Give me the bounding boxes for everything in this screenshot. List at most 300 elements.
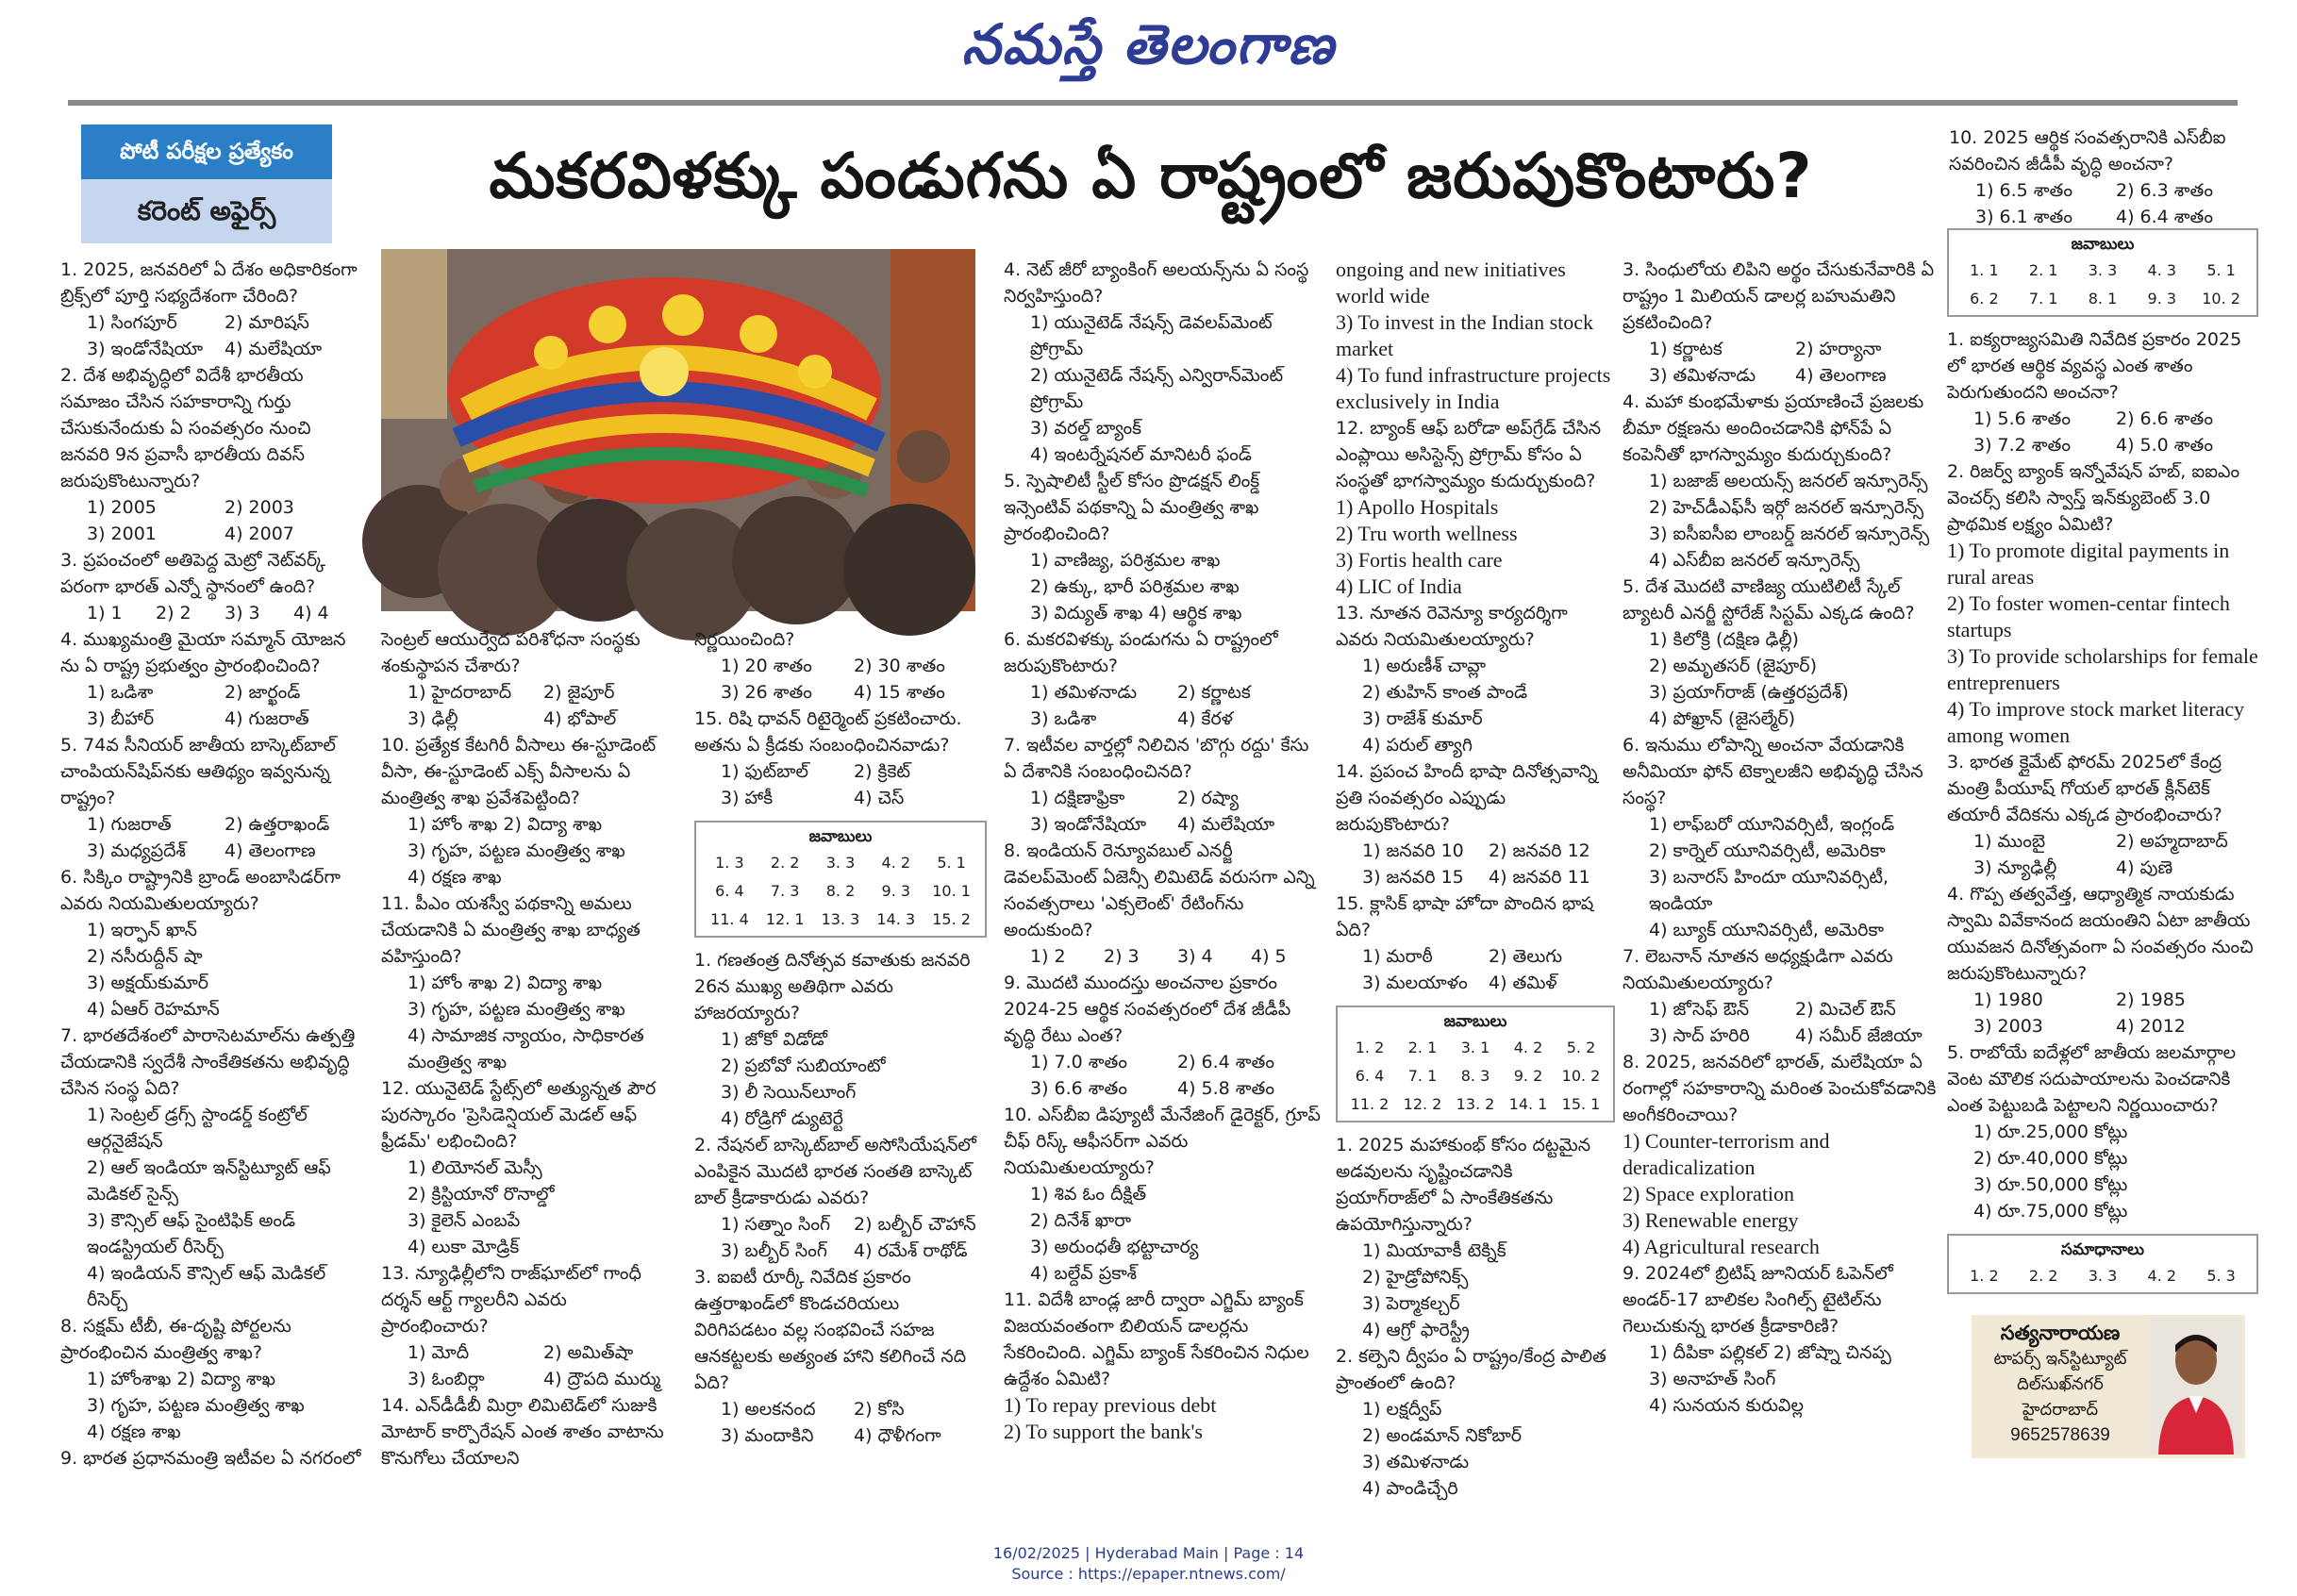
text-col2-2-opts1-1: 3) గృహ, పట్టణ మంత్రిత్వ శాఖ bbox=[408, 999, 625, 1020]
text-col6-4-opts-2: 3) సాద్ హరిరి bbox=[1649, 1025, 1750, 1046]
text-answers4-items-3: 4. 2 bbox=[2147, 1267, 2177, 1285]
question-d1 bbox=[1947, 326, 2258, 458]
text-col7-2-opts-3: 4) పుణె bbox=[2116, 857, 2173, 878]
text-col5-1-en-2: 3) Fortis health care bbox=[1336, 548, 1503, 572]
text-col8-0-opts-3: 4) 6.4 శాతం bbox=[2116, 207, 2213, 227]
text-col1-0-q: 1. 2025, జనవరిలో ఏ దేశం అధికారికంగా బ్రిక్స్‌లో పూర్తి సభ్యదేశంగా చేరింది? bbox=[60, 259, 358, 307]
question-d5 bbox=[1947, 1039, 2258, 1224]
text-col7-0-opts-1: 2) 6.6 శాతం bbox=[2116, 408, 2213, 429]
text-col1-0-opts-0: 1) సింగపూర్ bbox=[87, 312, 177, 333]
text-answers4-items-1: 2. 2 bbox=[2028, 1267, 2058, 1285]
text-answers3-items-8: 9. 3 bbox=[2147, 290, 2177, 308]
text-col5b-0-opts1-3: 4) ఆగ్రో ఫారెస్ట్రీ bbox=[1362, 1320, 1470, 1340]
text-col3-1-opts-2: 3) హాకీ bbox=[721, 788, 774, 808]
text-answers2-items-4: 5. 2 bbox=[1566, 1039, 1596, 1056]
text-col1-7-opts1-2: 4) రక్షణ శాఖ bbox=[87, 1421, 181, 1442]
text-col5b-0-opts1-0: 1) మియావాకీ టెక్నిక్ bbox=[1362, 1240, 1506, 1261]
text-col1-5-opts1-1: 2) నసీరుద్దీన్ షా bbox=[87, 946, 203, 967]
footer bbox=[0, 1543, 2297, 1585]
text-col3b-2-opts-1: 2) కోసి bbox=[854, 1399, 905, 1420]
text-col3b-0-opts1-3: 4) రోడ్రిగో డ్యుటెర్టే bbox=[721, 1108, 843, 1129]
footer-edition: 16/02/2025 | Hyderabad Main | Page : 14 bbox=[992, 1544, 1305, 1562]
text-col2-5-q: 14. ఎన్‌డీడీబీ మిర్రా లిమిటెడ్‌లో సుజుకి మోటార్ కార్పొరేషన్ ఎంత శాతం వాటాను కొనుగోలు చేయాలని bbox=[381, 1395, 664, 1469]
text-answers3-items-7: 8. 1 bbox=[2088, 290, 2118, 308]
text-col1-3-opts-0: 1) ఒడిశా bbox=[87, 682, 154, 703]
text-answers2-items-14: 15. 1 bbox=[1561, 1095, 1601, 1113]
text-col7-2-opts-2: 3) న్యూఢిల్లీ bbox=[1973, 857, 2057, 878]
text-col4-3-opts-3: 4) మలేషియా bbox=[1177, 814, 1275, 835]
text-col7-4-opts1-0: 1) రూ.25,000 కోట్లు bbox=[1973, 1122, 2128, 1142]
text-answers1-items-9: 10. 1 bbox=[932, 882, 971, 900]
text-col4-1-opts1-2: 3) విద్యుత్ శాఖ 4) ఆర్థిక శాఖ bbox=[1030, 603, 1242, 623]
text-col5b-0-opts1-2: 3) పెర్మాకల్చర్ bbox=[1362, 1293, 1460, 1314]
text-col1-5-opts1-0: 1) ఇర్ఫాన్ ఖాన్ bbox=[87, 920, 198, 940]
text-col7-1-en-3: 4) To improve stock market literacy among women bbox=[1947, 697, 2245, 747]
text-answers3-items-6: 7. 1 bbox=[2028, 290, 2058, 308]
masthead bbox=[0, 6, 2297, 83]
text-col7-2-q: 3. భారత క్లైమేట్ ఫోరమ్ 2025లో కేంద్ర మంత్రి పీయూష్ గోయల్ భారత్ క్లీన్‌టెక్ తయారీ వేదికను ఎక్కడ ప్రారంభించారు? bbox=[1947, 752, 2222, 825]
text-col5-4-opts-1: 2) తెలుగు bbox=[1489, 946, 1563, 967]
photo-illustration bbox=[381, 249, 975, 611]
text-answers3-items-5: 6. 2 bbox=[1970, 290, 1999, 308]
text-col1-1-opts-1: 2) 2003 bbox=[225, 497, 294, 518]
text-answers2-items-1: 2. 1 bbox=[1407, 1039, 1438, 1056]
author-area: దిల్‌సుఖ్‌నగర్ bbox=[2017, 1374, 2104, 1394]
text-col3b-1-opts-1: 2) బల్బీర్ చౌహాన్ bbox=[854, 1214, 976, 1235]
text-col2-3-opts1-1: 2) క్రిస్టియానో రొనాల్డో bbox=[408, 1184, 555, 1205]
section-label bbox=[81, 125, 332, 243]
text-col1-7-q: 8. సక్షమ్ టీబీ, ఈ-దృష్టి పోర్టలను ప్రారంభించిన మంత్రిత్వ శాఖ? bbox=[60, 1316, 291, 1363]
quiz-column-7 bbox=[1947, 235, 2258, 1453]
question-c8 bbox=[1623, 1049, 1941, 1260]
text-col6-5-en-1: 2) Space exploration bbox=[1623, 1182, 1795, 1205]
text-col5-2-opts1-3: 4) పరుల్ త్యాగి bbox=[1362, 735, 1473, 756]
text-col1-0-opts-2: 3) ఇండోనేషియా bbox=[87, 339, 204, 359]
text-col4-4-opts4-2: 3) 4 bbox=[1177, 946, 1213, 967]
text-col4-7-en-0: 1) To repay previous debt bbox=[1004, 1393, 1217, 1417]
text-col6-1-opts1-2: 3) ఐసీఐసీఐ లాంబర్డ్ జనరల్ ఇన్సూరెన్స్ bbox=[1649, 524, 1930, 544]
text-col5-1-en-0: 1) Apollo Hospitals bbox=[1336, 495, 1499, 519]
text-col6-0-q: 3. సింధులోయ లిపిని అర్థం చేసుకునేవారికి ఏ రాష్ట్రం 1 మిలియన్ డాలర్ల బహుమతిని ప్రకటించింది? bbox=[1623, 259, 1935, 333]
text-col3b-1-opts-2: 3) బల్బీర్ సింగ్ bbox=[721, 1240, 827, 1261]
text-col5b-1-opts1-0: 1) లక్షద్వీప్ bbox=[1362, 1399, 1442, 1420]
text-answers3-items-0: 1. 1 bbox=[1970, 261, 1999, 279]
text-col4-6-opts1-1: 2) దినేశ్ ఖారా bbox=[1030, 1210, 1132, 1231]
text-answers2-items-5: 6. 4 bbox=[1355, 1067, 1385, 1085]
text-col5b-1-opts1-1: 2) అండమాన్ నికోబార్ bbox=[1362, 1425, 1522, 1446]
text-answers1-items-10: 11. 4 bbox=[710, 910, 749, 928]
text-col5-3-opts-0: 1) జనవరి 10 bbox=[1362, 840, 1464, 861]
text-col4-0-opts1-1: 2) యునైటెడ్ నేషన్స్ ఎన్విరాన్‌మెంట్ ప్రోగ్రామ్ bbox=[1030, 365, 1284, 412]
answer-key-1 bbox=[694, 821, 987, 938]
author-phone: 9652578639 bbox=[2010, 1425, 2110, 1445]
section-label-bottom: కరెంట్ అఫైర్స్ bbox=[81, 179, 332, 243]
quiz-column-2 bbox=[381, 626, 679, 1469]
text-col2-0-opts-1: 2) జైపూర్ bbox=[543, 682, 615, 703]
text-answers1-items-4: 5. 1 bbox=[937, 854, 966, 872]
question-b14 bbox=[1336, 758, 1615, 890]
text-col6-3-opts1-3: 4) బ్యూక్ యూనివర్సిటీ, అమెరికా bbox=[1649, 920, 1884, 940]
text-col5-1-en-1: 2) Tru worth wellness bbox=[1336, 522, 1518, 545]
text-col1-2-opts4-3: 4) 4 bbox=[293, 603, 329, 623]
text-col4-6-q: 10. ఎస్‌బీఐ డిప్యూటీ మేనేజింగ్ డైరెక్టర్, గ్రూప్ చీఫ్ రిస్క్ ఆఫీసర్‌గా ఎవరు నియమితులయ్యారు? bbox=[1004, 1105, 1321, 1178]
text-answers2-items-13: 14. 1 bbox=[1508, 1095, 1548, 1113]
text-col6-1-q: 4. మహా కుంభమేళాకు ప్రయాణించే ప్రజలకు బీమా రక్షణను అందించడానికి ఫోన్‌పే ఏ కంపెనీతో భాగస్వామ్యం కుదుర్చుకుంది? bbox=[1623, 391, 1924, 465]
text-answers1-items-11: 12. 1 bbox=[765, 910, 805, 928]
text-col3b-2-opts-0: 1) అలకనంద bbox=[721, 1399, 816, 1420]
text-col7-3-opts-1: 2) 1985 bbox=[2116, 989, 2186, 1010]
answer-key-4 bbox=[1947, 1234, 2258, 1294]
text-answers1-items-13: 14. 3 bbox=[876, 910, 916, 928]
question-12 bbox=[381, 1075, 679, 1260]
question-c5 bbox=[1623, 574, 1941, 732]
text-answers1-items-6: 7. 3 bbox=[770, 882, 800, 900]
text-col1-6-q: 7. భారతదేశంలో పారాసెటమాల్‌ను ఉత్పత్తి చేయడానికి స్వదేశీ సాంకేతికతను అభివృద్ధి చేసిన సంస్థ ఏది? bbox=[60, 1025, 356, 1099]
text-col5-3-q: 14. ప్రపంచ హిందీ భాషా దినోత్సవాన్ని ప్రతి సంవత్సరం ఎప్పుడు జరుపుకొంటారు? bbox=[1336, 761, 1598, 835]
text-col6-1-opts1-1: 2) హెచ్‌డీఎఫ్‌సీ ఇర్గో జనరల్ ఇన్సూరెన్స్ bbox=[1649, 497, 1924, 518]
text-col3b-0-q: 1. గణతంత్ర దినోత్సవ కవాతుకు జనవరి 26న ముఖ్య అతిథిగా ఎవరు హాజరయ్యారు? bbox=[694, 950, 971, 1023]
text-answers4-items-2: 3. 3 bbox=[2088, 1267, 2118, 1285]
text-col5-4-opts-3: 4) తమిళ్ bbox=[1489, 973, 1557, 993]
text-col4-3-opts-2: 3) ఇండోనేషియా bbox=[1030, 814, 1147, 835]
text-col6-3-opts1-0: 1) లాఫ్‌బరో యూనివర్సిటీ, ఇంగ్లండ్ bbox=[1649, 814, 1895, 835]
text-col4-7-q: 11. విదేశీ బాండ్ల జారీ ద్వారా ఎగ్జిమ్ బ్యాంక్ విజయవంతంగా బిలియన్ డాలర్లను సేకరించింది. ఎగ్జిమ్ బ్యాంక్ సేకరించిన నిధుల ఉద్దేశం ఏమిటి? bbox=[1004, 1289, 1309, 1389]
text-col6-4-q: 7. లెబనాన్ నూతన అధ్యక్షుడిగా ఎవరు నియమితులయ్యారు? bbox=[1623, 946, 1893, 993]
author-portrait bbox=[2151, 1319, 2241, 1455]
text-col6-3-q: 6. ఇనుము లోపాన్ని అంచనా వేయడానికి అనీమియా ఫోన్ టెక్నాలజీని అభివృద్ధి చేసిన సంస్థ? bbox=[1623, 735, 1923, 808]
text-answers1-items-7: 8. 2 bbox=[825, 882, 856, 900]
text-col3b-0-opts1-1: 2) ప్రబోవో సుబియాంటో bbox=[721, 1056, 886, 1076]
text-col6-4-opts-1: 2) మిచెల్ ఔన్ bbox=[1795, 999, 1896, 1020]
text-col1-3-opts-1: 2) జార్ఖండ్ bbox=[225, 682, 301, 703]
question-5 bbox=[60, 732, 362, 864]
question-b5 bbox=[1004, 468, 1324, 626]
text-answers2-items-9: 10. 2 bbox=[1561, 1067, 1601, 1085]
text-col7-3-opts-2: 3) 2003 bbox=[1973, 1016, 2043, 1037]
text-col3b-0-opts1-0: 1) జోకో విడోడో bbox=[721, 1029, 828, 1050]
text-answers4-items-4: 5. 3 bbox=[2206, 1267, 2236, 1285]
author-name: సత్యనారాయణ bbox=[2000, 1322, 2121, 1344]
text-col5b-0-opts1-1: 2) హైడ్రోపోనిక్స్ bbox=[1362, 1267, 1469, 1288]
text-col2-3-q: 12. యునైటెడ్ స్టేట్స్‌లో అత్యున్నత పౌర పురస్కారం 'ప్రెసిడెన్షియల్ మెడల్ ఆఫ్ ఫ్రీడమ్' లభించింది? bbox=[381, 1078, 657, 1152]
question-14 bbox=[381, 1392, 679, 1471]
text-col3-1-opts-3: 4) చెస్ bbox=[854, 788, 905, 808]
question-c4 bbox=[1623, 389, 1941, 574]
text-col8-0-q: 10. 2025 ఆర్థిక సంవత్సరానికి ఎస్‌బీఐ సవరించిన జీడీపీ వృద్ధి అంచనా? bbox=[1949, 127, 2226, 175]
text-col2-4-opts-0: 1) మోదీ bbox=[408, 1342, 470, 1363]
text-answers2-items-12: 13. 2 bbox=[1456, 1095, 1495, 1113]
question-b11 bbox=[1004, 1287, 1324, 1445]
text-answers2-items-7: 8. 3 bbox=[1460, 1067, 1490, 1085]
text-col7-1-en-2: 3) To provide scholarships for female entreprenuers bbox=[1947, 644, 2258, 694]
text-col7-4-opts1-1: 2) రూ.40,000 కోట్లు bbox=[1973, 1148, 2128, 1169]
text-col3-0-opts-2: 3) 26 శాతం bbox=[721, 682, 812, 703]
text-answers1-items-14: 15. 2 bbox=[932, 910, 971, 928]
text-col7-0-opts-0: 1) 5.6 శాతం bbox=[1973, 408, 2071, 429]
text-answers2-items-6: 7. 1 bbox=[1407, 1067, 1438, 1085]
quiz-column-top-right bbox=[1949, 125, 2256, 238]
text-col4-6-opts1-0: 1) శివ ఓం దీక్షిత్ bbox=[1030, 1184, 1147, 1205]
text-answers2-items-0: 1. 2 bbox=[1355, 1039, 1385, 1056]
text-col2-0-opts-0: 1) హైదరాబాద్ bbox=[408, 682, 512, 703]
text-col4-5-opts-1: 2) 6.4 శాతం bbox=[1177, 1052, 1274, 1072]
text-col1-1-opts-3: 4) 2007 bbox=[225, 524, 294, 544]
text-col7-3-q: 4. గొప్ప తత్వవేత్త, ఆధ్యాత్మిక నాయకుడు స్వామి వివేకానంద జయంతిని ఏటా జాతీయ యువజన దినోత్సవంగా ఏ సంవత్సరం నుంచి జరుపుకొంటున్నారు? bbox=[1947, 884, 2254, 984]
question-c6 bbox=[1623, 732, 1941, 943]
question-b7 bbox=[1004, 732, 1324, 838]
text-col4-3-opts-1: 2) రష్యా bbox=[1177, 788, 1240, 808]
festival-procession-photo bbox=[381, 249, 975, 611]
question-d3 bbox=[1947, 749, 2258, 881]
text-col7-4-opts1-3: 4) రూ.75,000 కోట్లు bbox=[1973, 1201, 2128, 1222]
text-col3b-2-opts-2: 3) మందాకిని bbox=[721, 1425, 814, 1446]
text-col4-0-opts1-3: 4) ఇంటర్నేషనల్ మానిటరీ ఫండ్ bbox=[1030, 444, 1252, 465]
text-answers2-items-2: 3. 1 bbox=[1460, 1039, 1490, 1056]
answer-key-3 bbox=[1947, 228, 2258, 317]
text-col1-0-opts-1: 2) మారిషస్ bbox=[225, 312, 309, 333]
text-col6-5-q: 8. 2025, జనవరిలో భారత్, మలేషియా ఏ రంగాల్లో సహకారాన్ని మరింత పెంచుకోవడానికి అంగీకరించాయి? bbox=[1623, 1052, 1937, 1125]
text-col2-2-q: 11. పీఎం యశస్వీ పథకాన్ని అమలు చేయడానికి ఏ మంత్రిత్వ శాఖ బాధ్యత వహిస్తుంది? bbox=[381, 893, 641, 967]
text-answers4-title: సమాధానాలు bbox=[2060, 1240, 2145, 1259]
text-col1-5-opts1-3: 4) ఏఆర్ రెహమాన్ bbox=[87, 999, 220, 1020]
text-col3b-1-opts-0: 1) సత్నాం సింగ్ bbox=[721, 1214, 831, 1235]
text-col1-1-opts-0: 1) 2005 bbox=[87, 497, 157, 518]
text-col1-4-q: 5. 74వ సీనియర్ జాతీయ బాస్కెట్‌బాల్ చాంపియన్‌షిప్‌నకు ఆతిథ్యం ఇవ్వనున్న రాష్ట్రం? bbox=[60, 735, 336, 808]
text-col3b-0-opts1-2: 3) లీ సెయిన్‌లూంగ్ bbox=[721, 1082, 857, 1103]
question-b3 bbox=[694, 1264, 987, 1449]
section-label-top: పోటీ పరీక్షల ప్రత్యేకం bbox=[81, 125, 332, 179]
text-col6-6-opts1-1: 3) అనాహత్ సింగ్ bbox=[1649, 1369, 1776, 1389]
text-col2-1-q: 10. ప్రత్యేక కేటగిరీ వీసాలు ఈ-స్టూడెంట్ వీసా, ఈ-స్టూడెంట్ ఎక్స్ వీసాలను ఏ మంత్రిత్వ శాఖ ప్రవేశపెట్టింది? bbox=[381, 735, 657, 808]
headline: మకరవిళక్కు పండుగను ఏ రాష్ట్రంలో జరుపుకొంటారు? bbox=[489, 140, 1813, 212]
text-col1-5-q: 6. సిక్కిం రాష్ట్రానికి బ్రాండ్ అంబాసిడర్‌గా ఎవరు నియమితులయ్యారు? bbox=[60, 867, 341, 914]
text-col3-0-opts-1: 2) 30 శాతం bbox=[854, 656, 945, 676]
text-col5-4-opts-2: 3) మలయాళం bbox=[1362, 973, 1468, 993]
text-col6-1-opts1-0: 1) బజాజ్ అలయన్స్ జనరల్ ఇన్సూరెన్స్ bbox=[1649, 471, 1928, 491]
text-col1-3-q: 4. ముఖ్యమంత్రి మైయా సమ్మాన్ యోజన ను ఏ రాష్ట్ర ప్రభుత్వం ప్రారంభించింది? bbox=[60, 629, 346, 676]
text-col3b-1-q: 2. నేషనల్ బాస్కెట్‌బాల్ అసోసియేషన్‌లో ఎంపికైన మొదటి భారత సంతతి బాస్కెట్ బాల్ క్రీడాకారుడు ఎవరు? bbox=[694, 1135, 976, 1208]
text-answers3-title: జవాబులు bbox=[2071, 235, 2135, 254]
quiz-column-6 bbox=[1623, 257, 1941, 1453]
text-col7-1-en-1: 2) To foster women-centar fintech startups bbox=[1947, 591, 2230, 641]
text-col4-2-opts-3: 4) కేరళ bbox=[1177, 708, 1233, 729]
text-col5-3-opts-3: 4) జనవరి 11 bbox=[1489, 867, 1590, 888]
text-answers3-items-1: 2. 1 bbox=[2028, 261, 2058, 279]
quiz-column-3 bbox=[694, 626, 987, 1453]
text-col4-1-q: 5. స్పెషాలిటీ స్టీల్ కోసం ప్రొడక్షన్ లింక్డ్ ఇన్సెంటివ్ పథకాన్ని ఏ మంత్రిత్వ శాఖ ప్రారంభించింది? bbox=[1004, 471, 1260, 544]
quiz-column-1 bbox=[60, 257, 362, 1469]
text-col1-6-opts1-2: 3) కౌన్సిల్ ఆఫ్ సైంటిఫిక్ అండ్ ఇండస్ట్రియల్ రీసెర్చ్ bbox=[87, 1210, 296, 1257]
text-col1-1-opts-2: 3) 2001 bbox=[87, 524, 157, 544]
text-col7-4-opts1-2: 3) రూ.50,000 కోట్లు bbox=[1973, 1174, 2128, 1195]
text-col5-2-opts1-2: 3) రాజేశ్ కుమార్ bbox=[1362, 708, 1483, 729]
question-b12 bbox=[1336, 415, 1615, 600]
text-answers3-items-2: 3. 3 bbox=[2088, 261, 2118, 279]
question-c2 bbox=[1336, 1343, 1615, 1502]
masthead-title: నమస్తే తెలంగాణ bbox=[961, 12, 1336, 76]
question-9-cont bbox=[381, 626, 679, 732]
text-col5-3-opts-2: 3) జనవరి 15 bbox=[1362, 867, 1464, 888]
question-c7 bbox=[1623, 943, 1941, 1049]
text-col5-0-en-2: 4) To fund infrastructure projects exclusively in India bbox=[1336, 363, 1611, 413]
text-col3-1-opts-0: 1) ఫుట్‌బాల్ bbox=[721, 761, 809, 782]
text-col7-1-q: 2. రిజర్వ్ బ్యాంక్ ఇన్నోవేషన్ హబ్, ఐఐఎం వెంచర్స్ కలిసి స్వాస్త్ ఇన్‌క్యుబెంట్ 3.0 ప్రాథమిక లక్ష్యం ఏమిటి? bbox=[1947, 461, 2240, 535]
question-10 bbox=[381, 732, 679, 890]
text-col6-2-opts1-3: 4) పోఖ్రాన్ (జైసల్మేర్) bbox=[1649, 708, 1796, 729]
footer-source: Source : https://epaper.ntnews.com/ bbox=[1011, 1565, 1286, 1583]
text-col5-2-opts1-1: 2) తుహిన్ కాంత పాండే bbox=[1362, 682, 1528, 703]
text-col4-3-q: 7. ఇటీవల వార్తల్లో నిలిచిన 'బొగ్గు రద్దు' కేసు ఏ దేశానికి సంబంధించినది? bbox=[1004, 735, 1309, 782]
text-col7-0-q: 1. ఐక్యరాజ్యసమితి నివేదిక ప్రకారం 2025 లో భారత ఆర్థిక వ్యవస్థ ఎంత శాతం పెరుగుతుందని అంచనా? bbox=[1947, 329, 2242, 403]
text-col1-7-opts1-0: 1) హోంశాఖ 2) విద్యా శాఖ bbox=[87, 1369, 276, 1389]
text-col3-0-opts-0: 1) 20 శాతం bbox=[721, 656, 812, 676]
question-c9 bbox=[1623, 1260, 1941, 1419]
author-info bbox=[1975, 1321, 2145, 1448]
question-b8 bbox=[1004, 838, 1324, 970]
text-col1-4-opts-3: 4) తెలంగాణ bbox=[225, 840, 316, 861]
text-col5-2-q: 13. నూతన రెవెన్యూ కార్యదర్శిగా ఎవరు నియమితులయ్యారు? bbox=[1336, 603, 1568, 650]
question-b4 bbox=[1004, 257, 1324, 468]
question-b1 bbox=[694, 947, 987, 1132]
text-col1-5-opts1-2: 3) అక్షయ్‌కుమార్ bbox=[87, 973, 209, 993]
text-col6-0-opts-3: 4) తెలంగాణ bbox=[1795, 365, 1887, 386]
text-col2-0-opts-3: 4) భోపాల్ bbox=[543, 708, 617, 729]
question-11 bbox=[381, 890, 679, 1075]
text-col6-6-opts1-0: 1) దీపికా పల్లికల్ 2) జోష్నా చినప్ప bbox=[1649, 1342, 1891, 1363]
text-col6-5-en-2: 3) Renewable energy bbox=[1623, 1208, 1799, 1232]
text-col1-6-opts1-1: 2) ఆల్ ఇండియా ఇన్‌స్టిట్యూట్ ఆఫ్ మెడికల్ సైన్స్ bbox=[87, 1157, 331, 1205]
question-b10 bbox=[1004, 1102, 1324, 1287]
text-col5b-1-q: 2. కల్పెని ద్వీపం ఏ రాష్ట్రం/కేంద్ర పాలిత ప్రాంతంలో ఉంది? bbox=[1336, 1346, 1606, 1393]
question-6 bbox=[60, 864, 362, 1022]
text-col5b-1-opts1-2: 3) తమిళనాడు bbox=[1362, 1452, 1470, 1472]
text-col6-6-q: 9. 2024లో బ్రిటిష్ జూనియర్ ఓపెన్‌లో అండర్-17 బాలికల సింగిల్స్ టైటిల్‌ను గెలుచుకున్న భారత క్రీడాకారిణి? bbox=[1623, 1263, 1893, 1337]
text-col2-4-opts-3: 4) ద్రౌపది ముర్ము bbox=[543, 1369, 661, 1389]
question-9 bbox=[60, 1445, 362, 1471]
text-col6-2-opts1-0: 1) కిలోక్రి (దక్షిణ ఢిల్లీ) bbox=[1649, 629, 1799, 650]
question-1 bbox=[60, 257, 362, 362]
text-col2-4-opts-2: 3) ఓంబిర్లా bbox=[408, 1369, 485, 1389]
text-col2-1-opts1-0: 1) హోం శాఖ 2) విద్యా శాఖ bbox=[408, 814, 603, 835]
text-col7-2-opts-0: 1) ముంబై bbox=[1973, 831, 2046, 852]
text-col2-4-opts-1: 2) అమిత్‌షా bbox=[543, 1342, 634, 1363]
text-answers1-items-1: 2. 2 bbox=[770, 854, 800, 872]
text-col7-0-opts-3: 4) 5.0 శాతం bbox=[2116, 435, 2213, 456]
quiz-column-4 bbox=[1004, 257, 1324, 1453]
text-col4-4-opts4-0: 1) 2 bbox=[1030, 946, 1066, 967]
text-col3-1-opts-1: 2) క్రికెట్ bbox=[854, 761, 911, 782]
question-d4 bbox=[1947, 881, 2258, 1039]
text-col7-3-opts-0: 1) 1980 bbox=[1973, 989, 2043, 1010]
text-col2-3-opts1-0: 1) లియోనల్ మెస్సీ bbox=[408, 1157, 542, 1178]
text-col6-2-opts1-1: 2) అమృతసర్ (జైపూర్) bbox=[1649, 656, 1817, 676]
text-col4-0-opts1-0: 1) యునైటెడ్ నేషన్స్ డెవలప్‌మెంట్ ప్రోగ్రామ్ bbox=[1030, 312, 1273, 359]
text-answers3-items-4: 5. 1 bbox=[2206, 261, 2236, 279]
text-col1-2-q: 3. ప్రపంచంలో అతిపెద్ద మెట్రో నెట్‌వర్క్ పరంగా భారత్ ఎన్నో స్థానంలో ఉంది? bbox=[60, 550, 326, 597]
question-b2 bbox=[694, 1132, 987, 1264]
text-col2-1-opts1-1: 3) గృహ, పట్టణ మంత్రిత్వ శాఖ bbox=[408, 840, 625, 861]
text-col4-0-opts1-2: 3) వరల్డ్ బ్యాంక్ bbox=[1030, 418, 1142, 439]
text-col6-3-opts1-2: 3) బనారస్ హిందూ యూనివర్సిటీ, ఇండియా bbox=[1649, 867, 1889, 914]
question-b9 bbox=[1004, 970, 1324, 1102]
text-col5-3-opts-1: 2) జనవరి 12 bbox=[1489, 840, 1590, 861]
text-answers1-items-12: 13. 3 bbox=[821, 910, 860, 928]
text-col2-2-opts1-2: 4) సామాజిక న్యాయం, సాధికారత మంత్రిత్వ శాఖ bbox=[408, 1025, 644, 1072]
text-col1-3-opts-3: 4) గుజరాత్ bbox=[225, 708, 309, 729]
question-3 bbox=[60, 547, 362, 626]
text-col3-0-opts-3: 4) 15 శాతం bbox=[854, 682, 945, 703]
text-col3b-2-opts-3: 4) ధౌళీగంగా bbox=[854, 1425, 941, 1446]
text-col3-0-q: నిర్ణయించింది? bbox=[694, 629, 795, 650]
text-col5b-0-q: 1. 2025 మహాకుంభ్ కోసం దట్టమైన అడవులను సృష్టించడానికి ప్రయాగ్‌రాజ్‌లో ఏ సాంకేతికతను ఉపయోగిస్తున్నారు? bbox=[1336, 1135, 1591, 1235]
text-col2-3-opts1-2: 3) కైలెన్ ఎంబపే bbox=[408, 1210, 521, 1231]
text-col8-0-opts-1: 2) 6.3 శాతం bbox=[2116, 180, 2213, 201]
text-col6-0-opts-1: 2) హర్యానా bbox=[1795, 339, 1882, 359]
text-answers1-items-3: 4. 2 bbox=[881, 854, 911, 872]
text-col4-2-opts-2: 3) ఒడిశా bbox=[1030, 708, 1097, 729]
text-col7-3-opts-3: 4) 2012 bbox=[2116, 1016, 2186, 1037]
text-col5-4-q: 15. క్లాసిక్ భాషా హోదా పొందిన భాష ఏది? bbox=[1336, 893, 1594, 940]
text-col1-2-opts4-0: 1) 1 bbox=[87, 603, 123, 623]
text-col1-7-opts1-1: 3) గృహ, పట్టణ మంత్రిత్వ శాఖ bbox=[87, 1395, 305, 1416]
text-col2-2-opts1-0: 1) హోం శాఖ 2) విద్యా శాఖ bbox=[408, 973, 603, 993]
question-c1 bbox=[1336, 1132, 1615, 1343]
text-col1-3-opts-2: 3) బీహార్ bbox=[87, 708, 155, 729]
text-col6-2-opts1-2: 3) ప్రయాగ్‌రాజ్ (ఉత్తరప్రదేశ్) bbox=[1649, 682, 1849, 703]
text-col4-3-opts-0: 1) దక్షిణాఫ్రికా bbox=[1030, 788, 1125, 808]
text-col5-1-en-3: 4) LIC of India bbox=[1336, 574, 1462, 598]
text-col6-3-opts1-1: 2) కార్నెల్ యూనివర్సిటీ, అమెరికా bbox=[1649, 840, 1886, 861]
text-col1-4-opts-0: 1) గుజరాత్ bbox=[87, 814, 172, 835]
text-answers2-items-11: 12. 2 bbox=[1403, 1095, 1442, 1113]
text-col6-1-opts1-3: 4) ఎస్‌బీఐ జనరల్ ఇన్సూరెన్స్ bbox=[1649, 550, 1860, 571]
text-answers4-items-0: 1. 2 bbox=[1970, 1267, 1999, 1285]
author-institute: టాపర్స్ ఇన్‌స్టిట్యూట్ bbox=[1993, 1349, 2127, 1369]
question-7 bbox=[60, 1022, 362, 1313]
text-col1-0-opts-3: 4) మలేషియా bbox=[225, 339, 323, 359]
text-answers1-items-5: 6. 4 bbox=[715, 882, 744, 900]
text-col6-4-opts-3: 4) సమీర్ జేజియా bbox=[1795, 1025, 1922, 1046]
text-col1-2-opts4-1: 2) 2 bbox=[156, 603, 191, 623]
text-col5-1-q: 12. బ్యాంక్ ఆఫ్ బరోడా అప్‌గ్రేడ్ చేసిన ఎంప్లాయి అసిస్టెన్స్ ప్రోగ్రామ్ కోసం ఏ సంస్థతో భాగస్వామ్యం కుదుర్చుకుంది? bbox=[1336, 418, 1602, 491]
question-b6 bbox=[1004, 626, 1324, 732]
text-col6-6-opts1-2: 4) సునయన కురువిల్ల bbox=[1649, 1395, 1804, 1416]
text-col4-6-opts1-3: 4) బల్దేవ్ ప్రకాశ్ bbox=[1030, 1263, 1138, 1284]
author-card bbox=[1972, 1315, 2245, 1458]
text-answers1-items-8: 9. 3 bbox=[881, 882, 911, 900]
text-col2-0-q: సెంట్రల్ ఆయుర్వేద పరిశోధనా సంస్థకు శంకుస్థాపన చేశారు? bbox=[381, 629, 641, 676]
text-col3b-1-opts-3: 4) రమేశ్ రాథోడ్ bbox=[854, 1240, 968, 1261]
question-b15 bbox=[1336, 890, 1615, 996]
text-col6-2-q: 5. దేశ మొదటి వాణిజ్య యుటిలిటీ స్కేల్ బ్యాటరీ ఎనర్జీ స్టోరేజ్ సిస్టమ్ ఎక్కడ ఉంది? bbox=[1623, 576, 1915, 623]
text-col4-1-opts1-1: 2) ఉక్కు, భారీ పరిశ్రమల శాఖ bbox=[1030, 576, 1240, 597]
text-col8-0-opts-0: 1) 6.5 శాతం bbox=[1975, 180, 2072, 201]
question-b11-cont bbox=[1336, 257, 1615, 415]
question-13 bbox=[381, 1260, 679, 1392]
text-col1-6-opts1-0: 1) సెంట్రల్ డ్రగ్స్ స్టాండర్డ్ కంట్రోల్ ఆర్గనైజేషన్ bbox=[87, 1105, 308, 1152]
text-col2-3-opts1-3: 4) లుకా మోడ్రిక్ bbox=[408, 1237, 520, 1257]
question-d2 bbox=[1947, 458, 2258, 749]
text-col2-4-q: 13. న్యూఢిల్లీలోని రాజ్‌ఘాట్‌లో గాంధీ దర్శన్ ఆర్ట్ గ్యాలరీని ఎవరు ప్రారంభించారు? bbox=[381, 1263, 641, 1337]
text-col1-4-opts-1: 2) ఉత్తరాఖండ్ bbox=[225, 814, 330, 835]
text-answers2-items-8: 9. 2 bbox=[1513, 1067, 1543, 1085]
text-answers2-items-10: 11. 2 bbox=[1350, 1095, 1390, 1113]
text-col7-0-opts-2: 3) 7.2 శాతం bbox=[1973, 435, 2071, 456]
text-col4-1-opts1-0: 1) వాణిజ్య, పరిశ్రమల శాఖ bbox=[1030, 550, 1221, 571]
question-c3 bbox=[1623, 257, 1941, 389]
text-col5-4-opts-0: 1) మరాఠీ bbox=[1362, 946, 1433, 967]
text-col5-2-opts1-0: 1) అరుణీశ్ చావ్లా bbox=[1362, 656, 1487, 676]
